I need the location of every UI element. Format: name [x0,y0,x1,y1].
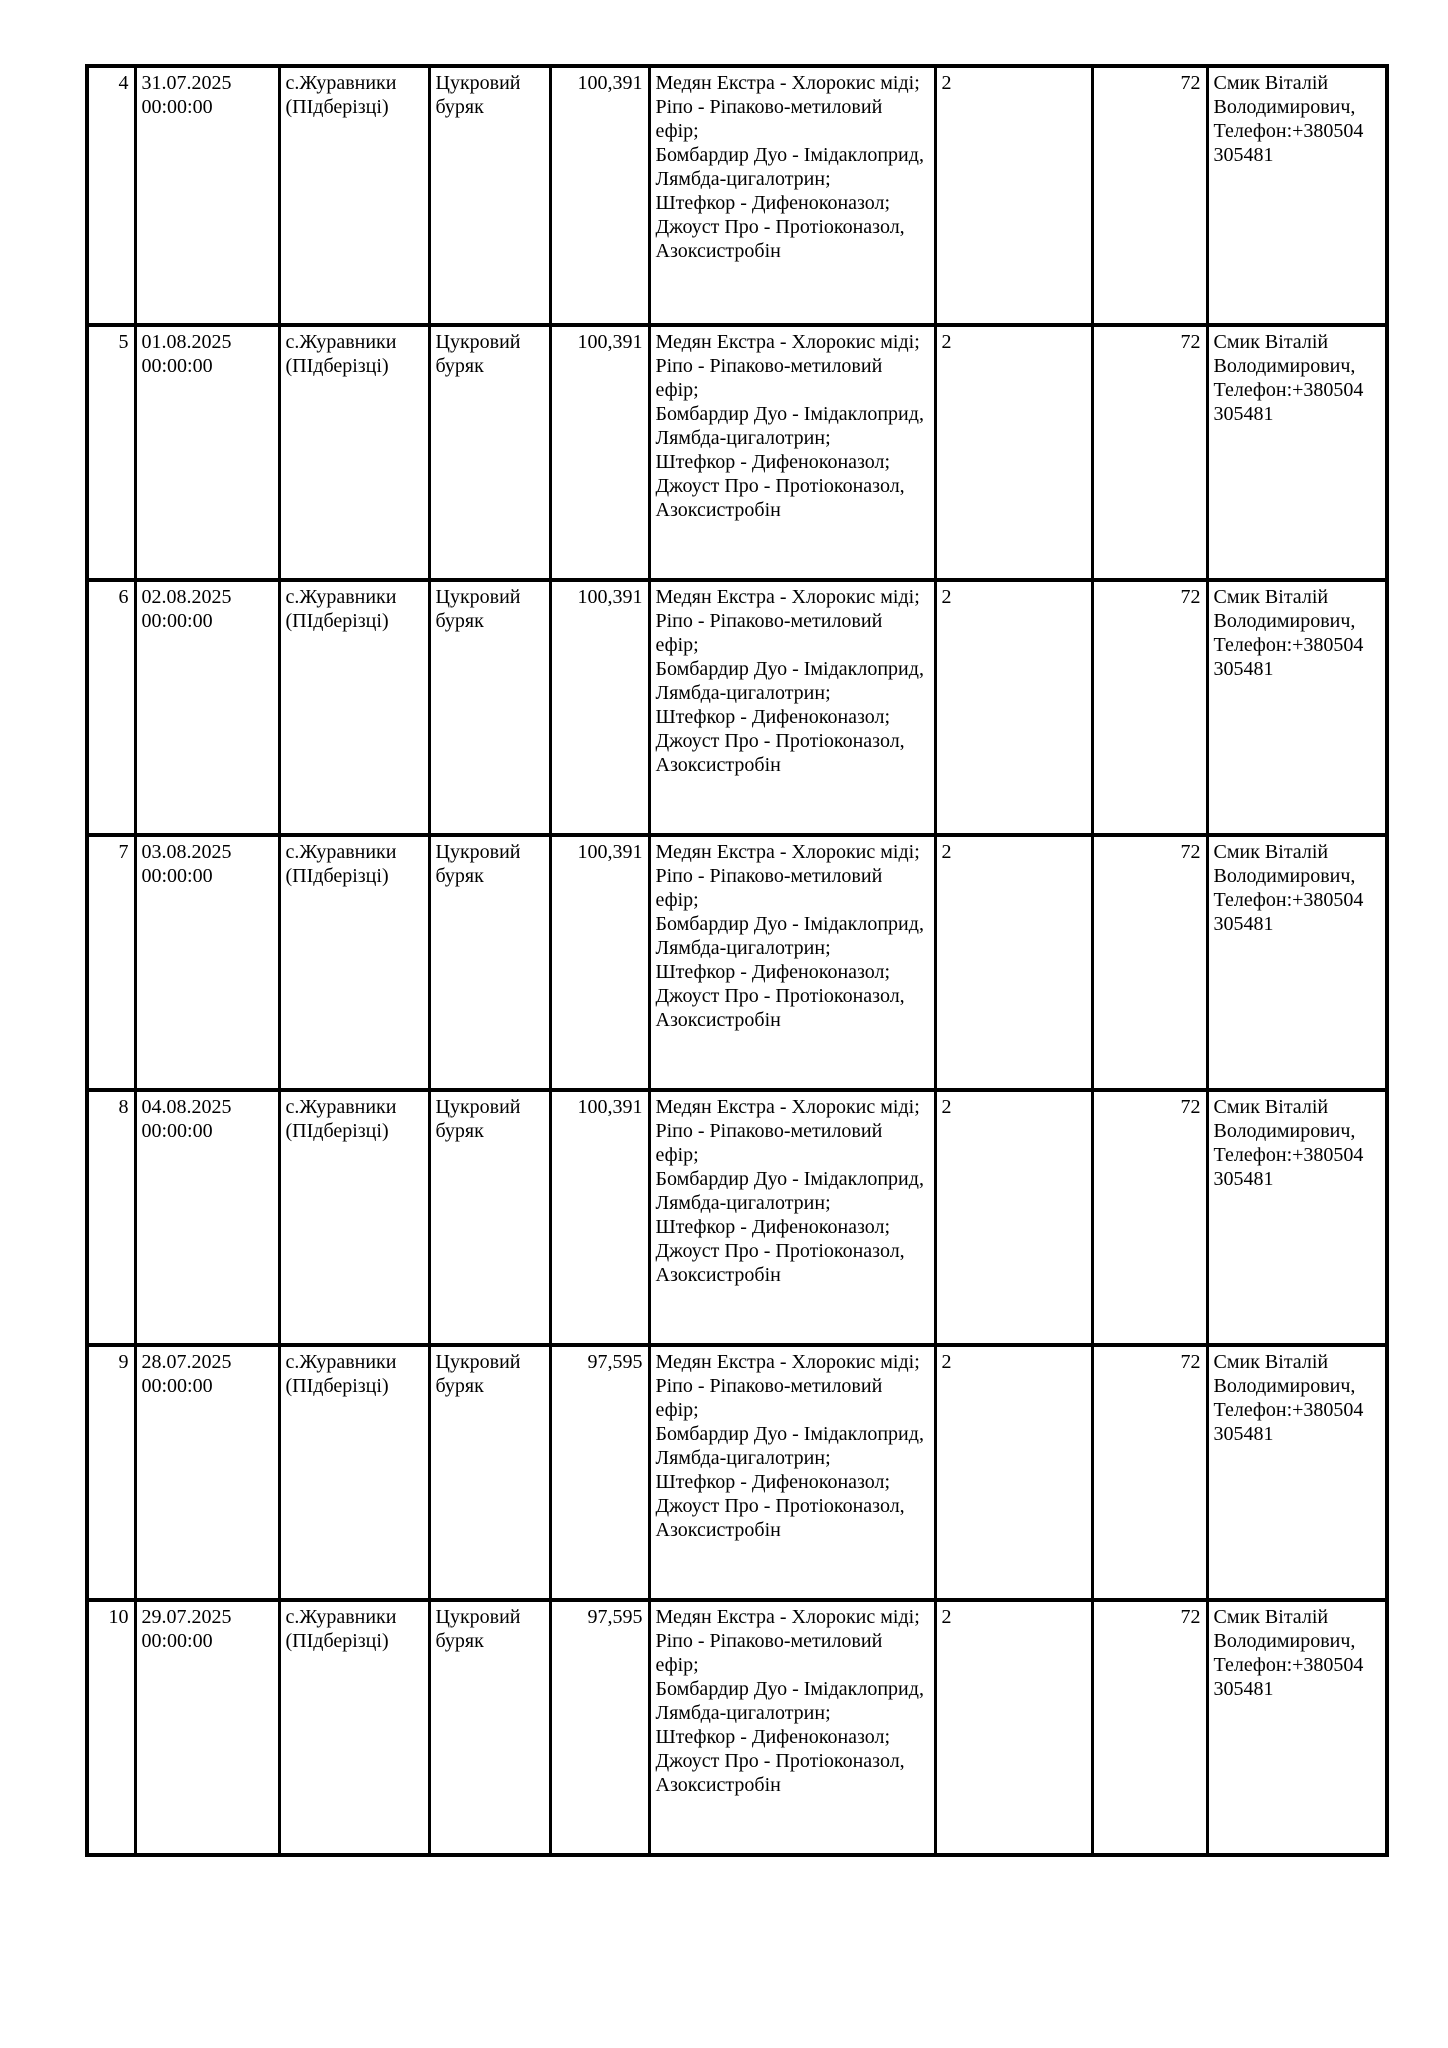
contact-cell: Смик Віталій Володимирович, Телефон:+380504 305481 [1207,325,1387,580]
count-cell: 2 [935,325,1092,580]
row-number-cell: 7 [87,835,135,1090]
count-cell: 2 [935,66,1092,325]
row-number-cell: 4 [87,66,135,325]
hours-cell: 72 [1092,325,1207,580]
table-row [87,66,1387,325]
area-value-cell: 100,391 [550,66,649,325]
products-cell: Медян Екстра - Хлорокис міді; Ріпо - Ріпаково-метиловий ефір; Бомбардир Дуо - Імідаклоприд, Лямбда-цигалотрин; Штефкор - Дифеноконазол; Джоуст Про - Протіоконазол, Азоксистробін [649,580,935,835]
crop-cell: Цукровий буряк [429,1600,550,1855]
table-row [87,835,1387,1090]
area-value-cell: 100,391 [550,1090,649,1345]
hours-cell: 72 [1092,1090,1207,1345]
crop-cell: Цукровий буряк [429,325,550,580]
contact-cell: Смик Віталій Володимирович, Телефон:+380504 305481 [1207,1600,1387,1855]
row-number-cell: 6 [87,580,135,835]
hours-cell: 72 [1092,66,1207,325]
hours-cell: 72 [1092,580,1207,835]
records-table [85,64,1389,1857]
area-value-cell: 97,595 [550,1345,649,1600]
hours-cell: 72 [1092,1345,1207,1600]
contact-cell: Смик Віталій Володимирович, Телефон:+380504 305481 [1207,835,1387,1090]
products-cell: Медян Екстра - Хлорокис міді; Ріпо - Ріпаково-метиловий ефір; Бомбардир Дуо - Імідаклоприд, Лямбда-цигалотрин; Штефкор - Дифеноконазол; Джоуст Про - Протіоконазол, Азоксистробін [649,325,935,580]
count-cell: 2 [935,1600,1092,1855]
hours-cell: 72 [1092,835,1207,1090]
datetime-cell: 03.08.2025 00:00:00 [135,835,279,1090]
location-cell: с.Журавники (ПІдберізці) [279,580,429,835]
count-cell: 2 [935,580,1092,835]
location-cell: с.Журавники (ПІдберізці) [279,835,429,1090]
table-row [87,1600,1387,1855]
table-row [87,1090,1387,1345]
location-cell: с.Журавники (ПІдберізці) [279,1345,429,1600]
row-number-cell: 5 [87,325,135,580]
contact-cell: Смик Віталій Володимирович, Телефон:+380504 305481 [1207,1345,1387,1600]
row-number-cell: 8 [87,1090,135,1345]
crop-cell: Цукровий буряк [429,580,550,835]
datetime-cell: 28.07.2025 00:00:00 [135,1345,279,1600]
count-cell: 2 [935,835,1092,1090]
crop-cell: Цукровий буряк [429,66,550,325]
location-cell: с.Журавники (ПІдберізці) [279,66,429,325]
contact-cell: Смик Віталій Володимирович, Телефон:+380504 305481 [1207,580,1387,835]
datetime-cell: 01.08.2025 00:00:00 [135,325,279,580]
area-value-cell: 100,391 [550,325,649,580]
hours-cell: 72 [1092,1600,1207,1855]
row-number-cell: 9 [87,1345,135,1600]
area-value-cell: 97,595 [550,1600,649,1855]
contact-cell: Смик Віталій Володимирович, Телефон:+380504 305481 [1207,1090,1387,1345]
count-cell: 2 [935,1090,1092,1345]
datetime-cell: 02.08.2025 00:00:00 [135,580,279,835]
area-value-cell: 100,391 [550,835,649,1090]
contact-cell: Смик Віталій Володимирович, Телефон:+380504 305481 [1207,66,1387,325]
products-cell: Медян Екстра - Хлорокис міді; Ріпо - Ріпаково-метиловий ефір; Бомбардир Дуо - Імідаклоприд, Лямбда-цигалотрин; Штефкор - Дифеноконазол; Джоуст Про - Протіоконазол, Азоксистробін [649,66,935,325]
table-row [87,325,1387,580]
location-cell: с.Журавники (ПІдберізці) [279,1600,429,1855]
datetime-cell: 04.08.2025 00:00:00 [135,1090,279,1345]
count-cell: 2 [935,1345,1092,1600]
table-row [87,1345,1387,1600]
products-cell: Медян Екстра - Хлорокис міді; Ріпо - Ріпаково-метиловий ефір; Бомбардир Дуо - Імідаклоприд, Лямбда-цигалотрин; Штефкор - Дифеноконазол; Джоуст Про - Протіоконазол, Азоксистробін [649,1090,935,1345]
area-value-cell: 100,391 [550,580,649,835]
products-cell: Медян Екстра - Хлорокис міді; Ріпо - Ріпаково-метиловий ефір; Бомбардир Дуо - Імідаклоприд, Лямбда-цигалотрин; Штефкор - Дифеноконазол; Джоуст Про - Протіоконазол, Азоксистробін [649,835,935,1090]
datetime-cell: 29.07.2025 00:00:00 [135,1600,279,1855]
row-number-cell: 10 [87,1600,135,1855]
location-cell: с.Журавники (ПІдберізці) [279,325,429,580]
crop-cell: Цукровий буряк [429,835,550,1090]
records-table-body [87,66,1387,1855]
datetime-cell: 31.07.2025 00:00:00 [135,66,279,325]
table-row [87,580,1387,835]
products-cell: Медян Екстра - Хлорокис міді; Ріпо - Ріпаково-метиловий ефір; Бомбардир Дуо - Імідаклоприд, Лямбда-цигалотрин; Штефкор - Дифеноконазол; Джоуст Про - Протіоконазол, Азоксистробін [649,1345,935,1600]
products-cell: Медян Екстра - Хлорокис міді; Ріпо - Ріпаково-метиловий ефір; Бомбардир Дуо - Імідаклоприд, Лямбда-цигалотрин; Штефкор - Дифеноконазол; Джоуст Про - Протіоконазол, Азоксистробін [649,1600,935,1855]
crop-cell: Цукровий буряк [429,1090,550,1345]
crop-cell: Цукровий буряк [429,1345,550,1600]
location-cell: с.Журавники (ПІдберізці) [279,1090,429,1345]
